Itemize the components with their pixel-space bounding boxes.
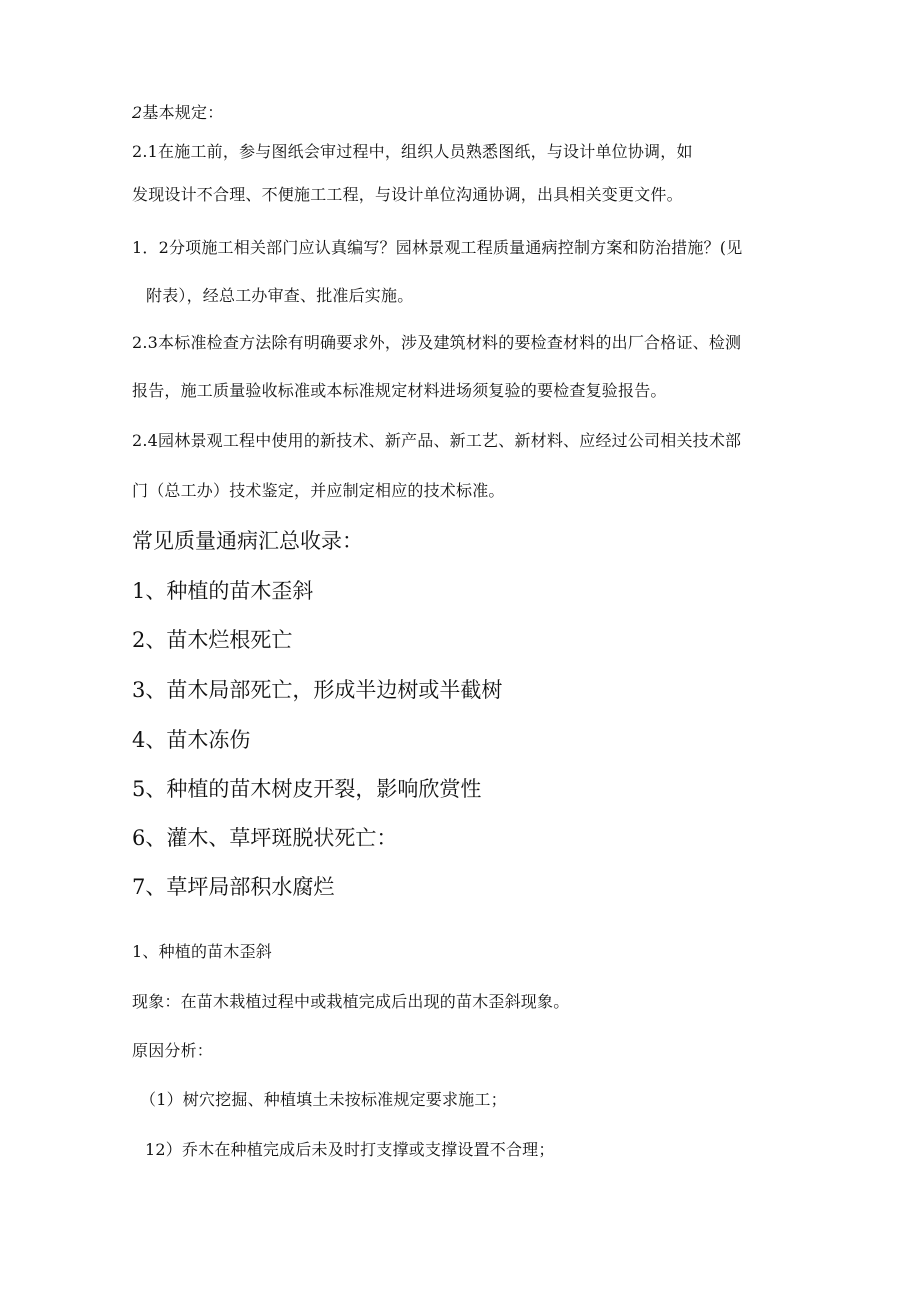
paragraph-1-2-line-1: 1．2分项施工相关部门应认真编写？园林景观工程质量通病控制方案和防治措施？(见 [132, 238, 743, 257]
paragraph-2-1-line-2: 发现设计不合理、不便施工工程，与设计单位沟通协调，出具相关变更文件。 [132, 185, 683, 204]
summary-item-4: 4、苗木冻伤 [132, 728, 251, 752]
summary-item-3: 3、苗木局部死亡，形成半边树或半截树 [132, 678, 503, 702]
summary-item-5: 5、种植的苗木树皮开裂，影响欣赏性 [132, 777, 482, 801]
detail-cause-label: 原因分析： [132, 1041, 214, 1060]
paragraph-2-3-line-2: 报告，施工质量验收标准或本标准规定材料进场须复验的要检查复验报告。 [132, 381, 667, 400]
detail-title: 1、种植的苗木歪斜 [132, 942, 272, 961]
detail-cause-1: （1）树穴挖掘、种植填土未按标准规定要求施工； [140, 1090, 507, 1109]
section-title-number: 2 [132, 103, 143, 122]
summary-item-2: 2、苗木烂根死亡 [132, 628, 293, 652]
section-title-text: 基本规定： [142, 103, 224, 122]
summary-heading: 常见质量通病汇总收录： [132, 529, 363, 553]
summary-item-7: 7、草坪局部积水腐烂 [132, 875, 335, 899]
paragraph-2-1-line-1: 2.1在施工前，参与图纸会审过程中，组织人员熟悉图纸，与设计单位协调，如 [132, 142, 693, 161]
paragraph-1-2-line-2: 附表），经总工办审查、批准后实施。 [146, 286, 414, 305]
section-title [132, 103, 223, 123]
paragraph-2-4-line-2: 门（总工办）技术鉴定，并应制定相应的技术标准。 [132, 481, 505, 500]
summary-item-6: 6、灌木、草坪斑脱状死亡： [132, 826, 398, 850]
detail-cause-2: 12）乔木在种植完成后未及时打支撑或支撑设置不合理； [145, 1140, 555, 1159]
summary-item-1: 1、种植的苗木歪斜 [132, 579, 314, 603]
detail-phenomenon: 现象：在苗木栽植过程中或栽植完成后出现的苗木歪斜现象。 [132, 992, 570, 1011]
paragraph-2-3-line-1: 2.3本标准检查方法除有明确要求外，涉及建筑材料的要检查材料的出厂合格证、检测 [132, 333, 742, 352]
paragraph-2-4-line-1: 2.4园林景观工程中使用的新技术、新产品、新工艺、新材料、应经过公司相关技术部 [132, 431, 742, 450]
